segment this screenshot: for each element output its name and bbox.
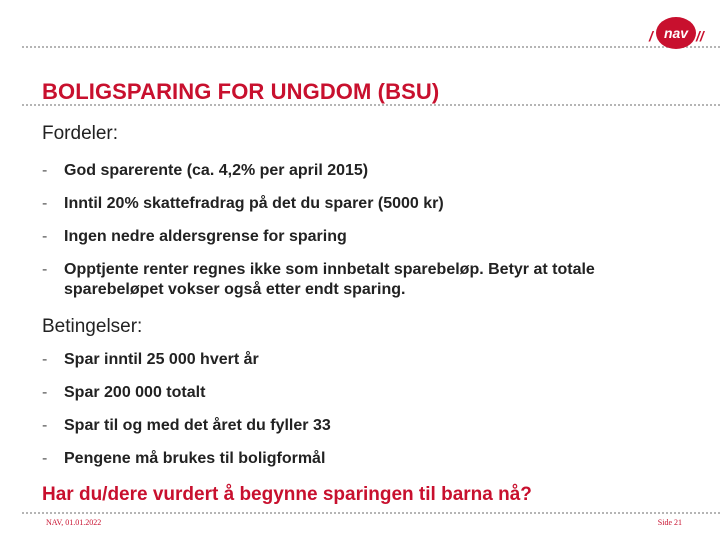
betingelser-heading: Betingelser: — [42, 316, 143, 337]
bullet-dash: - — [42, 195, 48, 212]
betingelser-list — [42, 350, 682, 482]
list-item — [42, 449, 682, 469]
svg-text:/: / — [649, 28, 653, 44]
bullet-dash: - — [42, 450, 48, 467]
list-item — [42, 161, 682, 181]
list-item — [42, 383, 682, 403]
svg-text://: // — [696, 28, 704, 44]
nav-logo — [648, 16, 708, 50]
fordeler-heading: Fordeler: — [42, 123, 119, 144]
bullet-dash: - — [42, 228, 48, 245]
list-item-text: God sparerente (ca. 4,2% per april 2015) — [64, 162, 369, 179]
list-item — [42, 194, 682, 214]
bullet-dash: - — [42, 261, 48, 278]
bullet-dash: - — [42, 162, 48, 179]
footer-divider — [22, 512, 720, 514]
list-item-text: Inntil 20% skattefradrag på det du sparer (5000 kr) — [64, 195, 444, 212]
list-item-text: Spar til og med det året du fyller 33 — [64, 417, 331, 434]
title-divider — [22, 104, 720, 106]
list-item — [42, 227, 682, 247]
closing-question: Har du/dere vurdert å begynne sparingen til barna nå? — [42, 484, 532, 505]
list-item-text: Ingen nedre aldersgrense for sparing — [64, 228, 347, 245]
page-title: BOLIGSPARING FOR UNGDOM (BSU) — [42, 79, 440, 104]
footer-date: NAV, 01.01.2022 — [46, 518, 102, 527]
bullet-dash: - — [42, 384, 48, 401]
nav-logo-text: nav — [663, 25, 689, 41]
bullet-dash: - — [42, 417, 48, 434]
top-divider — [22, 46, 720, 48]
list-item-text: Pengene må brukes til boligformål — [64, 450, 326, 467]
fordeler-list — [42, 161, 682, 313]
list-item — [42, 416, 682, 436]
list-item — [42, 260, 682, 300]
list-item — [42, 350, 682, 370]
bullet-dash: - — [42, 351, 48, 368]
footer-page-number: Side 21 — [657, 518, 682, 527]
list-item-text: Spar 200 000 totalt — [64, 384, 206, 401]
list-item-text: Spar inntil 25 000 hvert år — [64, 351, 259, 368]
list-item-text: Opptjente renter regnes ikke som innbetalt sparebeløp. Betyr at totale sparebeløpet vokser også etter endt sparing. — [64, 261, 595, 298]
